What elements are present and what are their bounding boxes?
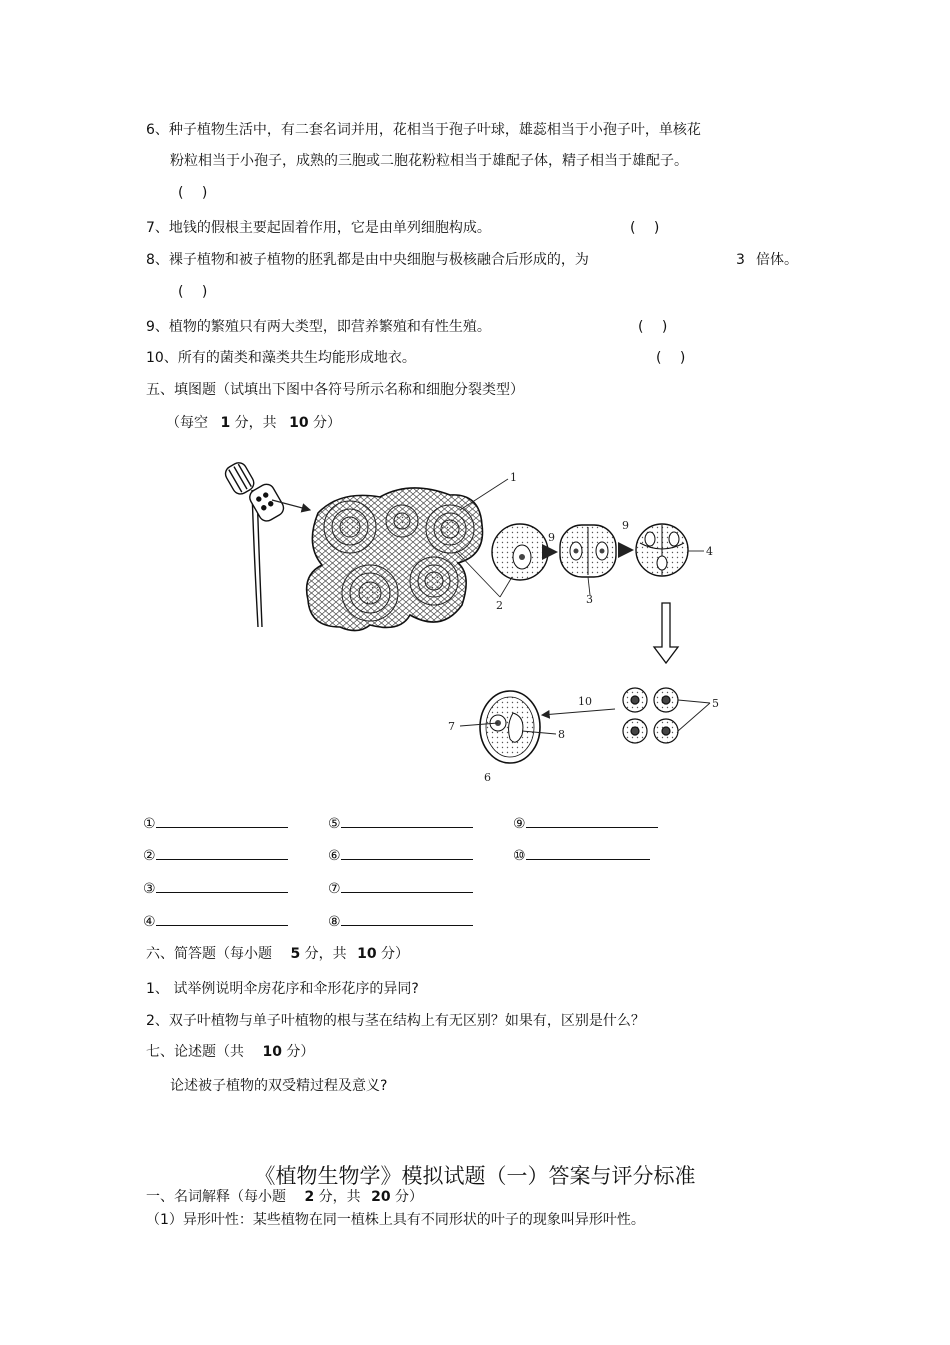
section-6-question-1: 1、 试举例说明伞房花序和伞形花序的异同? xyxy=(146,981,419,997)
fill-blank-3[interactable]: ③ xyxy=(143,880,288,897)
diagram-label-8: 8 xyxy=(558,728,565,741)
diagram-label-2: 2 xyxy=(496,599,503,612)
question-9: 9、植物的繁殖只有两大类型，即营养繁殖和有性生殖。 xyxy=(146,319,491,335)
diagram-label-9b: 9 xyxy=(622,519,629,532)
question-8: 8、裸子植物和被子植物的胚乳都是由中央细胞与极核融合后形成的，为 xyxy=(146,252,589,268)
answer-key-title: 《植物生物学》模拟试题（一）答案与评分标准 xyxy=(254,1164,696,1188)
section-5-title: 五、填图题（试填出下图中各符号所示名称和细胞分裂类型） xyxy=(146,382,524,398)
question-8-number: 3 xyxy=(736,252,745,268)
diagram-label-10: 10 xyxy=(578,695,592,708)
fill-blank-7[interactable]: ⑦ xyxy=(328,880,473,897)
fill-blank-4[interactable]: ④ xyxy=(143,913,288,930)
pollen-mother-cell xyxy=(492,524,548,580)
fill-blank-9[interactable]: ⑨ xyxy=(513,815,658,832)
section-5-score: （每空 1 分，共 10 分） xyxy=(166,415,342,431)
section-7-question: 论述被子植物的双受精过程及意义? xyxy=(170,1078,388,1094)
answer-section-1-title: 一、名词解释（每小题 2 分，共 20 分） xyxy=(146,1189,424,1205)
question-6-line1: 6、种子植物生活中，有二套名词并用，花相当于孢子叶球，雄蕊相当于小孢子叶，单核花 xyxy=(146,122,701,138)
diagram-label-7: 7 xyxy=(448,720,455,733)
anther-cross-section xyxy=(307,488,483,631)
diagram-label-5: 5 xyxy=(712,697,719,710)
question-10-answer-paren: ( ) xyxy=(656,350,686,366)
question-6-line2: 粉粒相当于小孢子，成熟的三胞或二胞花粉粒相当于雄配子体，精子相当于雄配子。 xyxy=(170,153,688,169)
microspores xyxy=(623,688,678,743)
fill-blank-8[interactable]: ⑧ xyxy=(328,913,473,930)
section-7-title: 七、论述题（共 10 分） xyxy=(146,1044,315,1060)
question-7: 7、地钱的假根主要起固着作用，它是由单列细胞构成。 xyxy=(146,220,491,236)
section-6-question-2: 2、双子叶植物与单子叶植物的根与茎在结构上有无区别？如果有，区别是什么？ xyxy=(146,1013,645,1029)
question-8-tail: 倍体。 xyxy=(756,252,798,268)
fill-blank-1[interactable]: ① xyxy=(143,815,288,832)
pollen-development-diagram xyxy=(210,455,740,805)
down-arrow-icon xyxy=(654,603,678,663)
dyad-cell xyxy=(560,525,616,577)
tetrad-cell xyxy=(636,524,688,576)
question-9-answer-paren: ( ) xyxy=(638,319,668,335)
fill-blank-5[interactable]: ⑤ xyxy=(328,815,473,832)
question-7-answer-paren: ( ) xyxy=(630,220,660,236)
stamen-illustration xyxy=(223,460,287,627)
answer-1: （1）异形叶性：某些植物在同一植株上具有不同形状的叶子的现象叫异形叶性。 xyxy=(146,1212,645,1228)
question-8-answer-paren: ( ) xyxy=(178,284,208,300)
diagram-label-4: 4 xyxy=(706,545,713,558)
fill-blank-10[interactable]: ⑩ xyxy=(513,847,650,864)
fill-blank-2[interactable]: ② xyxy=(143,847,288,864)
diagram-label-9a: 9 xyxy=(548,531,555,544)
mature-pollen-grain xyxy=(480,691,540,763)
fill-blank-6[interactable]: ⑥ xyxy=(328,847,473,864)
question-6-answer-paren: ( ) xyxy=(178,185,208,201)
diagram-label-6: 6 xyxy=(484,771,491,784)
section-6-title: 六、简答题（每小题 5 分，共 10 分） xyxy=(146,946,410,962)
diagram-label-3: 3 xyxy=(586,593,593,606)
diagram-label-1: 1 xyxy=(510,471,517,484)
question-10: 10、所有的菌类和藻类共生均能形成地衣。 xyxy=(146,350,416,366)
